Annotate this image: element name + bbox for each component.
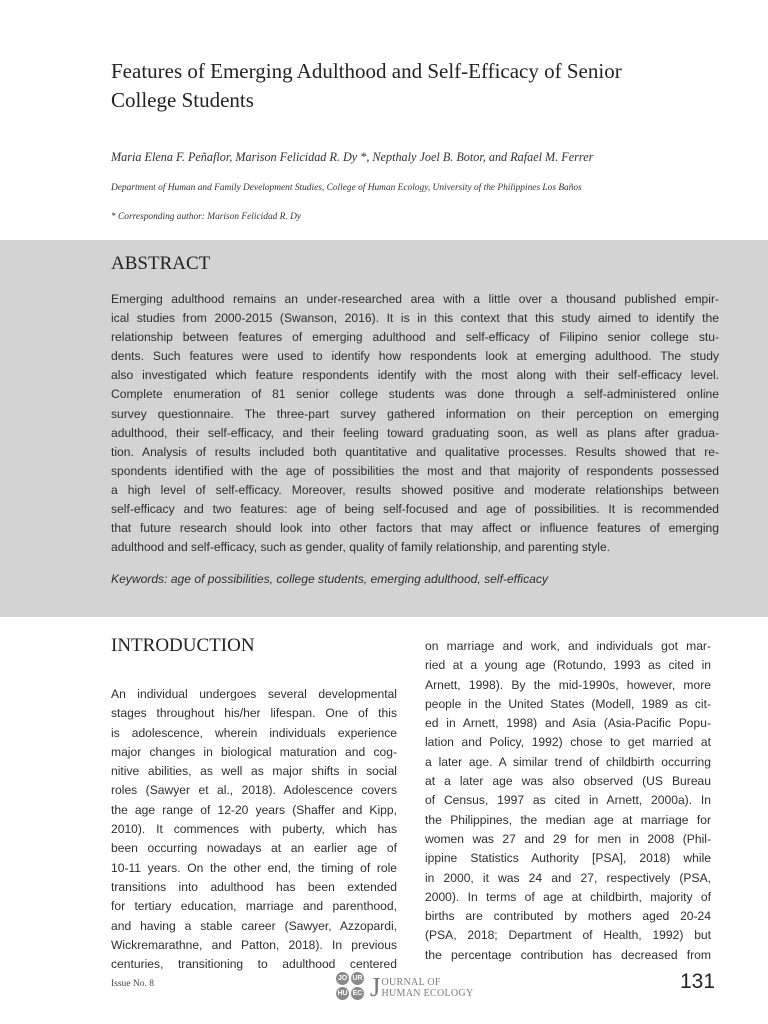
introduction-text-line: centuries, transitioning to adulthood centered — [111, 957, 397, 972]
introduction-text-line: births are contributed by mothers aged 20-24 — [425, 909, 711, 924]
abstract-text-line: dents. Such features were used to identify how respondents look at emerging adulthood. The study — [111, 349, 719, 364]
introduction-right-column — [425, 637, 711, 965]
abstract-text-line: ical studies from 2000-2015 (Swanson, 2016). It is in this context that this study aimed to identify the — [111, 311, 719, 326]
introduction-text-line: on marriage and work, and individuals got mar- — [425, 639, 711, 653]
introduction-text-line: the percentage contribution has decreased from — [425, 947, 711, 962]
introduction-text-line: 10-11 years. On the other end, the timing of role — [111, 860, 397, 875]
introduction-text-line: major changes in biological maturation and cog- — [111, 744, 397, 759]
introduction-text-line: been occurring nowadays at an earlier age of — [111, 841, 397, 856]
logo-dot: HU — [336, 987, 349, 1000]
introduction-text-line: a later age. A similar trend of childbirth occurring — [425, 754, 711, 769]
page-number: 131 — [680, 970, 716, 993]
journal-name — [370, 972, 474, 1002]
logo-dot: UR — [351, 972, 364, 985]
abstract-text-line: also investigated which feature respondents identify with the most along with their self-efficacy level. — [111, 368, 719, 383]
abstract-heading: ABSTRACT — [111, 253, 211, 274]
introduction-text-line: of Census, 1997 as cited in Arnett, 2000a). In — [425, 793, 711, 808]
introduction-left-column — [111, 685, 397, 974]
journal-name-line-1: OURNAL OF — [381, 977, 441, 988]
introduction-text-line: and having a stable career (Sawyer, Azzopardi, — [111, 918, 397, 933]
logo-dot: EC — [351, 987, 364, 1000]
introduction-text-line: is adolescence, wherein individuals experience — [111, 725, 397, 740]
introduction-text-line: ippine Statistics Authority [PSA], 2018) while — [425, 851, 711, 866]
journal-name-line-2: HUMAN ECOLOGY — [381, 988, 474, 999]
journal-logo-icon — [336, 972, 366, 1002]
introduction-text-line: ed in Arnett, 1998) and Asia (Asia-Pacific Popu- — [425, 716, 711, 731]
introduction-text-line: Arnett, 1998). By the mid-1990s, however, more — [425, 677, 711, 692]
abstract-text-line: self-efficacy and two features: age of being self-focused and age of possibilities. It is recommended — [111, 502, 719, 517]
affiliation: Department of Human and Family Development Studies, College of Human Ecology, University of the Philippines Los Baños — [111, 183, 582, 193]
abstract-text-line: tion. Analysis of results included both quantitative and qualitative processes. Results showed that re- — [111, 444, 719, 459]
title-line-1: Features of Emerging Adulthood and Self-Efficacy of Senior — [111, 59, 622, 83]
introduction-text-line: ried at a young age (Rotundo, 1993 as cited in — [425, 658, 711, 673]
abstract-text-line: adulthood and self-efficacy, such as gender, quality of family relationship, and parenting style. — [111, 540, 611, 555]
introduction-text-line: 2010). It commences with puberty, which has — [111, 822, 397, 837]
abstract-text-line: that future research should look into other factors that may affect or influence features of emerging — [111, 521, 719, 536]
abstract-body — [111, 290, 719, 557]
introduction-text-line: the Philippines, the median age at marriage for — [425, 812, 711, 827]
author-list: Maria Elena F. Peñaflor, Marison Felicidad R. Dy *, Nepthaly Joel B. Botor, and Rafael M. Ferrer — [111, 150, 594, 164]
introduction-text-line: for tertiary education, marriage and parenthood, — [111, 899, 397, 914]
introduction-text-line: transitions into adulthood has been extended — [111, 879, 397, 894]
abstract-text-line: spondents identified with the age of possibilities the most and that majority of respondents possessed — [111, 463, 719, 478]
keywords: Keywords: age of possibilities, college students, emerging adulthood, self-efficacy — [111, 572, 548, 586]
abstract-text-line: adulthood, their self-efficacy, and their feeling toward graduating soon, as well as plans after gradua- — [111, 425, 719, 440]
issue-number: Issue No. 8 — [111, 979, 155, 989]
abstract-text-line: a high level of self-efficacy. Moreover, results showed positive and moderate relationships between — [111, 482, 719, 497]
introduction-text-line: stages throughout his/her lifespan. One of this — [111, 706, 397, 721]
introduction-text-line: 2000). In terms of age at childbirth, majority of — [425, 889, 711, 904]
introduction-text-line: An individual undergoes several developmental — [111, 687, 397, 701]
journal-logo — [336, 972, 496, 1002]
introduction-text-line: lation and Policy, 1992) chose to get married at — [425, 735, 711, 750]
journal-name-words — [382, 975, 474, 999]
introduction-text-line: roles (Sawyer et al., 2018). Adolescence covers — [111, 783, 397, 798]
introduction-text-line: people in the United States (Modell, 1989 as cit- — [425, 696, 711, 711]
introduction-text-line: at a later age was also observed (US Bureau — [425, 774, 711, 789]
journal-name-initial: J — [370, 972, 381, 1002]
introduction-text-line: nitive abilities, as well as major shifts in social — [111, 764, 397, 779]
abstract-text-line: Complete enumeration of 81 senior college students was done through a self-administered online — [111, 387, 719, 402]
abstract-text-line: survey questionnaire. The three-part survey gathered information on their perception on emerging — [111, 406, 719, 421]
corresponding-author: * Corresponding author: Marison Felicidad R. Dy — [111, 212, 302, 222]
introduction-text-line: (PSA, 2018; Department of Health, 1992) but — [425, 928, 711, 943]
article-title — [111, 57, 731, 115]
logo-dot: JO — [336, 972, 349, 985]
abstract-text-line: Emerging adulthood remains an under-researched area with a little over a thousand published empir- — [111, 292, 719, 306]
introduction-text-line: the age range of 12-20 years (Shaffer and Kipp, — [111, 802, 397, 817]
abstract-text-line: relationship between features of emerging adulthood and self-efficacy of Filipino senior college stu- — [111, 330, 719, 345]
introduction-text-line: in 2000, it was 24 and 27, respectively (PSA, — [425, 870, 711, 885]
introduction-text-line: women was 27 and 29 for men in 2008 (Phil- — [425, 831, 711, 846]
title-line-2: College Students — [111, 88, 254, 112]
introduction-text-line: Wickremarathne, and Patton, 2018). In previous — [111, 937, 397, 952]
introduction-heading: INTRODUCTION — [111, 635, 255, 656]
